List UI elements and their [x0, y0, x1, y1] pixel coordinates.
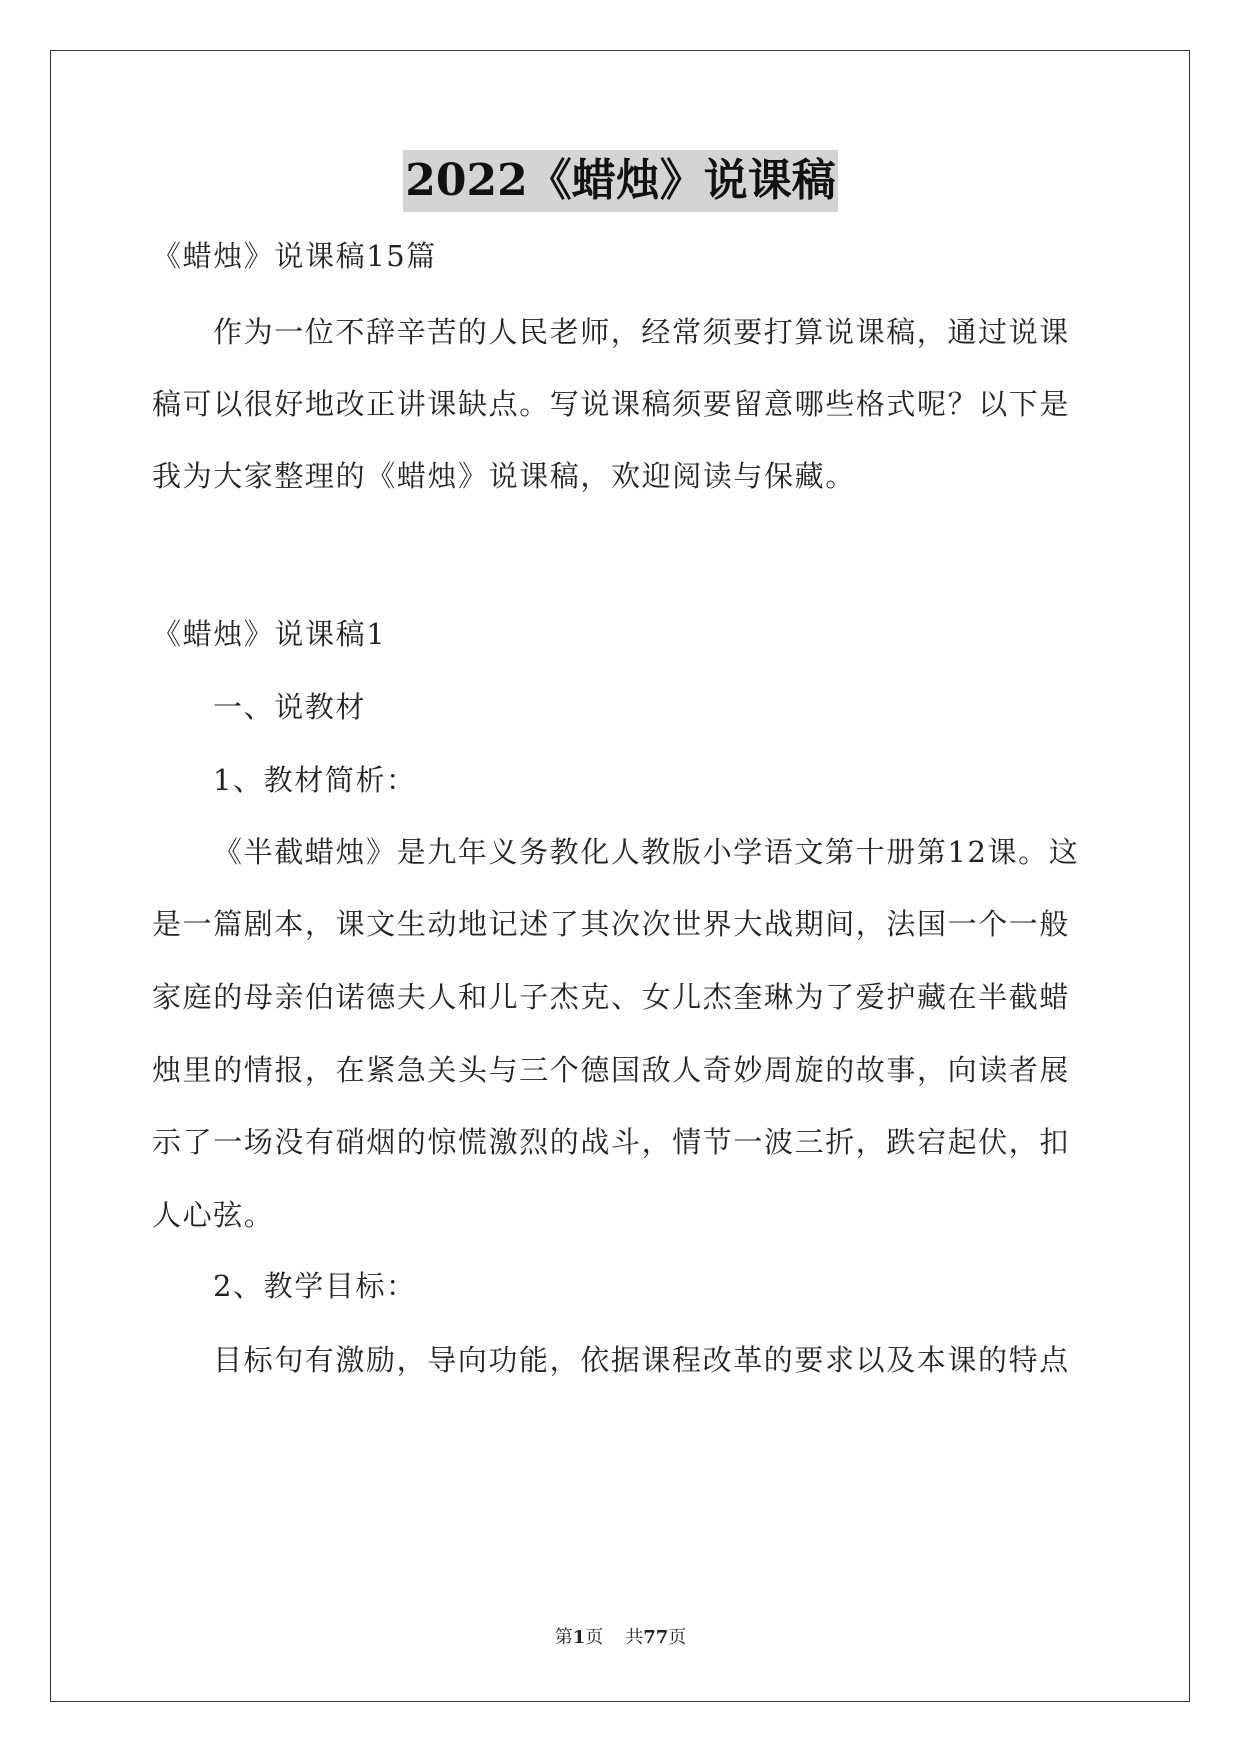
paragraph-line: 目标句有激励，导向功能，依据课程改革的要求以及本课的特点 [213, 1343, 1070, 1377]
page-footer [0, 1626, 1241, 1650]
paragraph-line: 烛里的情报，在紧急关头与三个德国敌人奇妙周旋的故事，向读者展 [152, 1053, 1071, 1087]
document-title: 2022《蜡烛》说课稿 [403, 150, 837, 212]
total-suffix: 页 [668, 1627, 687, 1648]
page-number: 1 [572, 1627, 586, 1648]
total-prefix: 共 [625, 1627, 644, 1648]
subsection-heading: 2、教学目标： [213, 1269, 417, 1303]
paragraph-line: 示了一场没有硝烟的惊慌激烈的战斗，情节一波三折，跌宕起伏，扣 [152, 1125, 1071, 1159]
document-subtitle: 《蜡烛》说课稿15篇 [152, 239, 437, 273]
paragraph-line: 我为大家整理的《蜡烛》说课稿，欢迎阅读与保藏。 [152, 459, 856, 493]
paragraph-line: 家庭的母亲伯诺德夫人和儿子杰克、女儿杰奎琳为了爱护藏在半截蜡 [152, 980, 1071, 1014]
paragraph-line: 《半截蜡烛》是九年义务教化人教版小学语文第十册第12课。这 [213, 835, 1080, 869]
page-prefix: 第 [554, 1627, 573, 1648]
paragraph-line: 人心弦。 [152, 1198, 275, 1232]
page-suffix: 页 [585, 1627, 604, 1648]
paragraph-line: 稿可以很好地改正讲课缺点。写说课稿须要留意哪些格式呢？以下是 [152, 387, 1071, 421]
section-heading: 《蜡烛》说课稿1 [152, 617, 387, 651]
total-pages: 77 [643, 1627, 669, 1648]
paragraph-line: 是一篇剧本，课文生动地记述了其次次世界大战期间，法国一个一般 [152, 907, 1071, 941]
paragraph-line: 作为一位不辞辛苦的人民老师，经常须要打算说课稿，通过说课 [213, 315, 1070, 349]
subsection-heading: 1、教材简析： [213, 763, 417, 797]
page-border [50, 50, 1190, 1702]
subsection-heading: 一、说教材 [213, 690, 367, 724]
title-container [0, 150, 1241, 212]
